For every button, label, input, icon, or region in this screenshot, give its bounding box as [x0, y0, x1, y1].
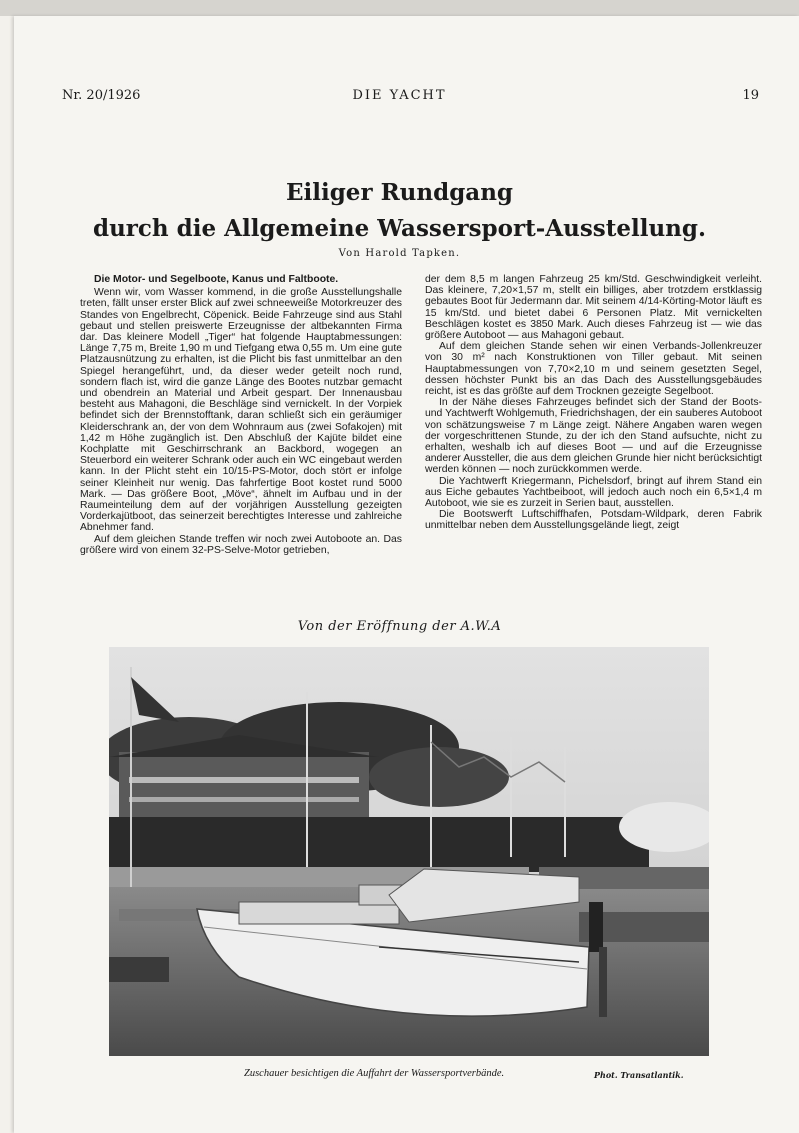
- article-byline: Von Harold Tapken.: [338, 248, 461, 259]
- photo-boat-exhibition: [109, 647, 709, 1056]
- issue-number: Nr. 20/1926: [62, 88, 141, 103]
- photo-illustration: [109, 647, 709, 1056]
- paragraph: In der Nähe dieses Fahrzeuges befindet sich der Stand der Boots- und Yachtwerft Wohlgemuth, Friedrichshagen, der ein sauberes Autoboot von schätzungsweise 7 m Länge zeigt. Nähere Angaben waren wegen der vorgeschrittenen Stunde, zu der ich den Stand aufsuchte, nicht zu erhalten, weshalb ich auf dieses Boot — und auf die Erzeugnisse anderer Aussteller, die aus dem gleichen Grunde hier nicht berücksichtigt werden können — noch zurückkommen werde.: [425, 397, 762, 476]
- section-subheading: Die Motor- und Segelboote, Kanus und Faltboote.: [94, 274, 339, 285]
- paragraph: Auf dem gleichen Stande sehen wir einen Verbands-Jollenkreuzer von 30 m² nach Konstruktionen von Tiller gebaut. Mit seinen Hauptabmessungen von 7,70×2,10 m und seinem gesetzten Segel, dessen höchster Punkt bis an das Dach des Ausstellungsgebäudes reicht, ist es das größte auf dem Trocknen gezeigte Segelboot.: [425, 341, 762, 398]
- photo-caption: Zuschauer besichtigen die Auffahrt der Wassersportverbände.: [244, 1068, 505, 1079]
- article-title: [0, 175, 799, 247]
- paragraph: Die Yachtwerft Kriegermann, Pichelsdorf, bringt auf ihrem Stand ein aus Eiche gebautes Yachtbeiboot, will jedoch auch noch ein 6,5×1,4 m Autoboot, wie sie es zurzeit in Serien baut, ausstellen.: [425, 475, 762, 510]
- paragraph: Wenn wir, vom Wasser kommend, in die große Ausstellungshalle treten, fällt unser erster Blick auf zwei schneeweiße Motorkreuzer des Standes von Engelbrecht, Cöpenick. Beide Fahrzeuge sind aus Stahl gebaut und stellen preiswerte Erzeugnisse der altbekannten Firma dar. Das kleinere Modell „Tiger“ hat folgende Hauptabmessungen: Länge 7,75 m, Breite 1,90 m und Tiefgang etwa 0,55 m. Um eine gute Platzausnützung zu erhalten, ist die Plicht bis fast unmittelbar an den Spiegel herangeführt, und, da dieser weder geteilt noch rund, sondern flach ist, wird die ganze Länge des Bootes nutzbar gemacht und obendrein an Material und Arbeit gespart. Der Innenausbau besteht aus Mahagoni, die Beschläge sind vernickelt. In der Vorpiek befindet sich der Brennstofftank, daran schließt sich ein geräumiger Kleiderschrank an, der von dem Wohnraum aus (zwei Sofakojen) mit 1,42 m Höhe zugänglich ist. Den Abschluß der Kajüte bildet eine Kochplatte mit Geschirrschrank an Backbord, wogegen an Steuerbord ein weiterer Schrank oder auch ein WC eingebaut werden kann. In der Plicht steht ein 10/15-PS-Motor, doch stört er infolge seiner Kleinheit nur wenig. Das fahrfertige Boot kostet rund 5000 Mark. — Das größere Boot, „Möve“, ähnelt im Aufbau und in der Raumeinteilung dem auf der vorjährigen Ausstellung gezeigten Vorderkajütboot, das seinerzeit berechtigtes Interesse und zahlreiche Abnehmer fand.: [80, 287, 402, 534]
- paragraph: Auf dem gleichen Stande treffen wir noch zwei Autoboote an. Das größere wird von einem 32-PS-Selve-Motor getrieben,: [80, 533, 402, 556]
- magazine-name: DIE YACHT: [352, 88, 447, 103]
- scan-top-edge: [0, 0, 799, 16]
- paragraph: der dem 8,5 m langen Fahrzeug 25 km/Std. Geschwindigkeit verleiht. Das kleinere, 7,20×1,57 m, stellt ein billiges, aber trotzdem erstklassig gebautes Boot für Jedermann dar. Mit seinem 4/14-Körting-Motor läuft es 15 km/Std. und bietet dabei 6 Personen Platz. Mit vernickelten Beschlägen kostet es 3850 Mark. Auch dieses Fahrzeug ist — wie das größere Autoboot — aus Mahagoni gebaut.: [425, 274, 762, 342]
- text-column-left: [80, 274, 402, 556]
- photo-credit: Phot. Transatlantik.: [594, 1070, 684, 1080]
- paragraph: Die Bootswerft Luftschiffhafen, Potsdam-Wildpark, deren Fabrik unmittelbar neben dem Ausstellungsgelände liegt, zeigt: [425, 509, 762, 532]
- page-number: 19: [742, 88, 759, 103]
- text-column-right: [425, 274, 762, 532]
- figure-heading: Von der Eröffnung der A.W.A: [297, 619, 502, 634]
- article-title-line-1: Eiliger Rundgang: [285, 179, 513, 206]
- article-title-line-2: durch die Allgemeine Wassersport-Ausstellung.: [93, 215, 706, 242]
